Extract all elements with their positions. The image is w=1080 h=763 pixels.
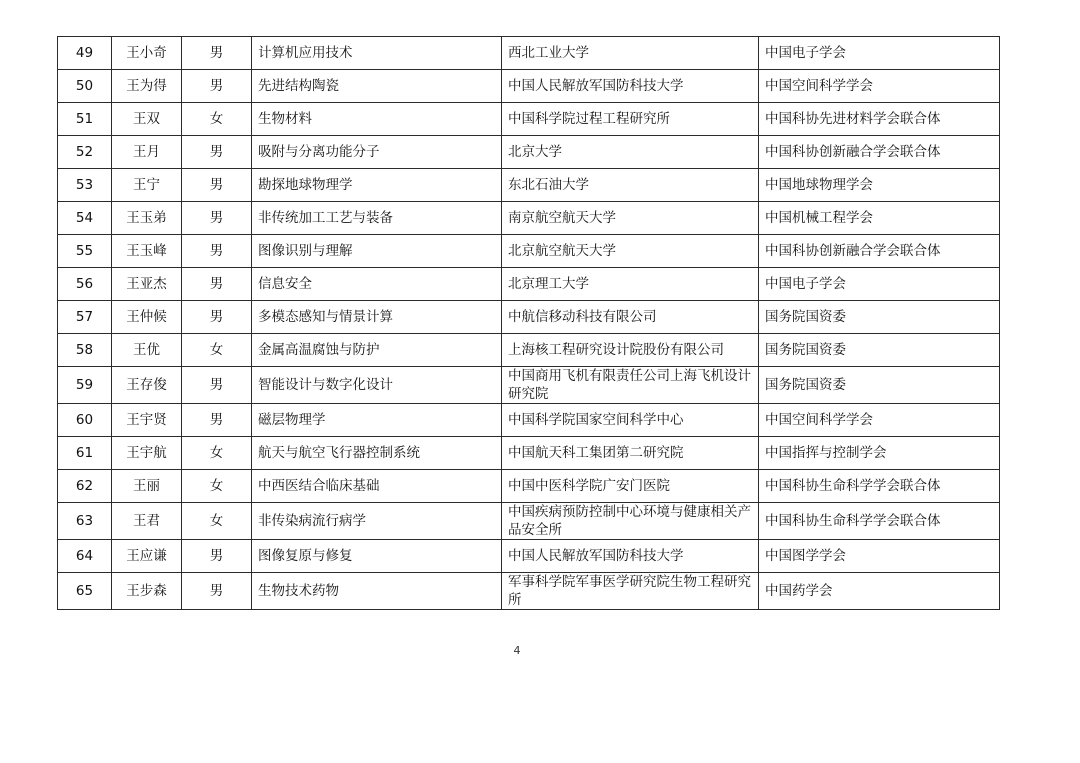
- society-cell: 国务院国资委: [759, 334, 1000, 367]
- name-cell: 王宇贤: [112, 404, 182, 437]
- field-cell: 先进结构陶瓷: [252, 70, 502, 103]
- field-cell: 磁层物理学: [252, 404, 502, 437]
- gender-cell: 男: [182, 235, 252, 268]
- name-cell: 王小奇: [112, 37, 182, 70]
- society-cell: 中国电子学会: [759, 37, 1000, 70]
- table-row: [58, 37, 1000, 70]
- society-cell: 中国科协创新融合学会联合体: [759, 136, 1000, 169]
- row-number-cell: 56: [58, 268, 112, 301]
- organization-cell: 西北工业大学: [502, 37, 759, 70]
- row-number-cell: 63: [58, 503, 112, 540]
- organization-cell: 中国人民解放军国防科技大学: [502, 70, 759, 103]
- row-number-cell: 62: [58, 470, 112, 503]
- gender-cell: 男: [182, 367, 252, 404]
- table-row: [58, 470, 1000, 503]
- organization-cell: 中国人民解放军国防科技大学: [502, 540, 759, 573]
- organization-cell: 北京理工大学: [502, 268, 759, 301]
- field-cell: 吸附与分离功能分子: [252, 136, 502, 169]
- page-number: 4: [513, 644, 521, 657]
- gender-cell: 男: [182, 268, 252, 301]
- table-row: [58, 334, 1000, 367]
- table-row: [58, 235, 1000, 268]
- field-cell: 智能设计与数字化设计: [252, 367, 502, 404]
- organization-cell: 中国科学院过程工程研究所: [502, 103, 759, 136]
- table-row: [58, 404, 1000, 437]
- organization-cell: 中国商用飞机有限责任公司上海飞机设计研究院: [502, 367, 759, 404]
- name-cell: 王君: [112, 503, 182, 540]
- name-cell: 王玉峰: [112, 235, 182, 268]
- row-number-cell: 60: [58, 404, 112, 437]
- row-number-cell: 58: [58, 334, 112, 367]
- row-number-cell: 55: [58, 235, 112, 268]
- row-number-cell: 49: [58, 37, 112, 70]
- name-cell: 王月: [112, 136, 182, 169]
- table-row: [58, 573, 1000, 610]
- name-cell: 王玉弟: [112, 202, 182, 235]
- society-cell: 中国地球物理学会: [759, 169, 1000, 202]
- row-number-cell: 61: [58, 437, 112, 470]
- gender-cell: 男: [182, 169, 252, 202]
- name-cell: 王宁: [112, 169, 182, 202]
- field-cell: 多模态感知与情景计算: [252, 301, 502, 334]
- name-cell: 王存俊: [112, 367, 182, 404]
- organization-cell: 南京航空航天大学: [502, 202, 759, 235]
- society-cell: 中国科协先进材料学会联合体: [759, 103, 1000, 136]
- organization-cell: 北京航空航天大学: [502, 235, 759, 268]
- society-cell: 中国科协生命科学学会联合体: [759, 503, 1000, 540]
- gender-cell: 女: [182, 334, 252, 367]
- society-cell: 中国药学会: [759, 573, 1000, 610]
- gender-cell: 女: [182, 103, 252, 136]
- gender-cell: 男: [182, 136, 252, 169]
- row-number-cell: 59: [58, 367, 112, 404]
- society-cell: 中国科协生命科学学会联合体: [759, 470, 1000, 503]
- society-cell: 中国指挥与控制学会: [759, 437, 1000, 470]
- gender-cell: 男: [182, 202, 252, 235]
- gender-cell: 男: [182, 70, 252, 103]
- society-cell: 中国电子学会: [759, 268, 1000, 301]
- society-cell: 中国机械工程学会: [759, 202, 1000, 235]
- organization-cell: 中国航天科工集团第二研究院: [502, 437, 759, 470]
- row-number-cell: 51: [58, 103, 112, 136]
- roster-table: [57, 36, 1000, 610]
- row-number-cell: 65: [58, 573, 112, 610]
- row-number-cell: 64: [58, 540, 112, 573]
- field-cell: 生物材料: [252, 103, 502, 136]
- field-cell: 勘探地球物理学: [252, 169, 502, 202]
- field-cell: 金属高温腐蚀与防护: [252, 334, 502, 367]
- row-number-cell: 50: [58, 70, 112, 103]
- organization-cell: 军事科学院军事医学研究院生物工程研究所: [502, 573, 759, 610]
- table-row: [58, 301, 1000, 334]
- name-cell: 王为得: [112, 70, 182, 103]
- table-row: [58, 70, 1000, 103]
- table-row: [58, 503, 1000, 540]
- society-cell: 国务院国资委: [759, 367, 1000, 404]
- table-row: [58, 437, 1000, 470]
- society-cell: 中国科协创新融合学会联合体: [759, 235, 1000, 268]
- table-row: [58, 103, 1000, 136]
- table-row: [58, 268, 1000, 301]
- name-cell: 王丽: [112, 470, 182, 503]
- organization-cell: 中国中医科学院广安门医院: [502, 470, 759, 503]
- field-cell: 航天与航空飞行器控制系统: [252, 437, 502, 470]
- field-cell: 非传染病流行病学: [252, 503, 502, 540]
- name-cell: 王优: [112, 334, 182, 367]
- row-number-cell: 57: [58, 301, 112, 334]
- organization-cell: 中国科学院国家空间科学中心: [502, 404, 759, 437]
- field-cell: 信息安全: [252, 268, 502, 301]
- gender-cell: 女: [182, 437, 252, 470]
- society-cell: 中国图学学会: [759, 540, 1000, 573]
- gender-cell: 男: [182, 37, 252, 70]
- gender-cell: 男: [182, 573, 252, 610]
- name-cell: 王应谦: [112, 540, 182, 573]
- organization-cell: 中国疾病预防控制中心环境与健康相关产品安全所: [502, 503, 759, 540]
- name-cell: 王宇航: [112, 437, 182, 470]
- organization-cell: 东北石油大学: [502, 169, 759, 202]
- row-number-cell: 53: [58, 169, 112, 202]
- society-cell: 中国空间科学学会: [759, 404, 1000, 437]
- organization-cell: 北京大学: [502, 136, 759, 169]
- gender-cell: 男: [182, 404, 252, 437]
- table-row: [58, 367, 1000, 404]
- name-cell: 王仲候: [112, 301, 182, 334]
- field-cell: 非传统加工工艺与装备: [252, 202, 502, 235]
- name-cell: 王步森: [112, 573, 182, 610]
- society-cell: 国务院国资委: [759, 301, 1000, 334]
- row-number-cell: 54: [58, 202, 112, 235]
- field-cell: 生物技术药物: [252, 573, 502, 610]
- field-cell: 计算机应用技术: [252, 37, 502, 70]
- field-cell: 图像复原与修复: [252, 540, 502, 573]
- row-number-cell: 52: [58, 136, 112, 169]
- organization-cell: 上海核工程研究设计院股份有限公司: [502, 334, 759, 367]
- name-cell: 王亚杰: [112, 268, 182, 301]
- gender-cell: 女: [182, 503, 252, 540]
- society-cell: 中国空间科学学会: [759, 70, 1000, 103]
- gender-cell: 男: [182, 540, 252, 573]
- organization-cell: 中航信移动科技有限公司: [502, 301, 759, 334]
- table-row: [58, 169, 1000, 202]
- name-cell: 王双: [112, 103, 182, 136]
- gender-cell: 女: [182, 470, 252, 503]
- table-row: [58, 202, 1000, 235]
- table-row: [58, 136, 1000, 169]
- table-row: [58, 540, 1000, 573]
- roster-table-body: [58, 37, 1000, 610]
- field-cell: 图像识别与理解: [252, 235, 502, 268]
- gender-cell: 男: [182, 301, 252, 334]
- field-cell: 中西医结合临床基础: [252, 470, 502, 503]
